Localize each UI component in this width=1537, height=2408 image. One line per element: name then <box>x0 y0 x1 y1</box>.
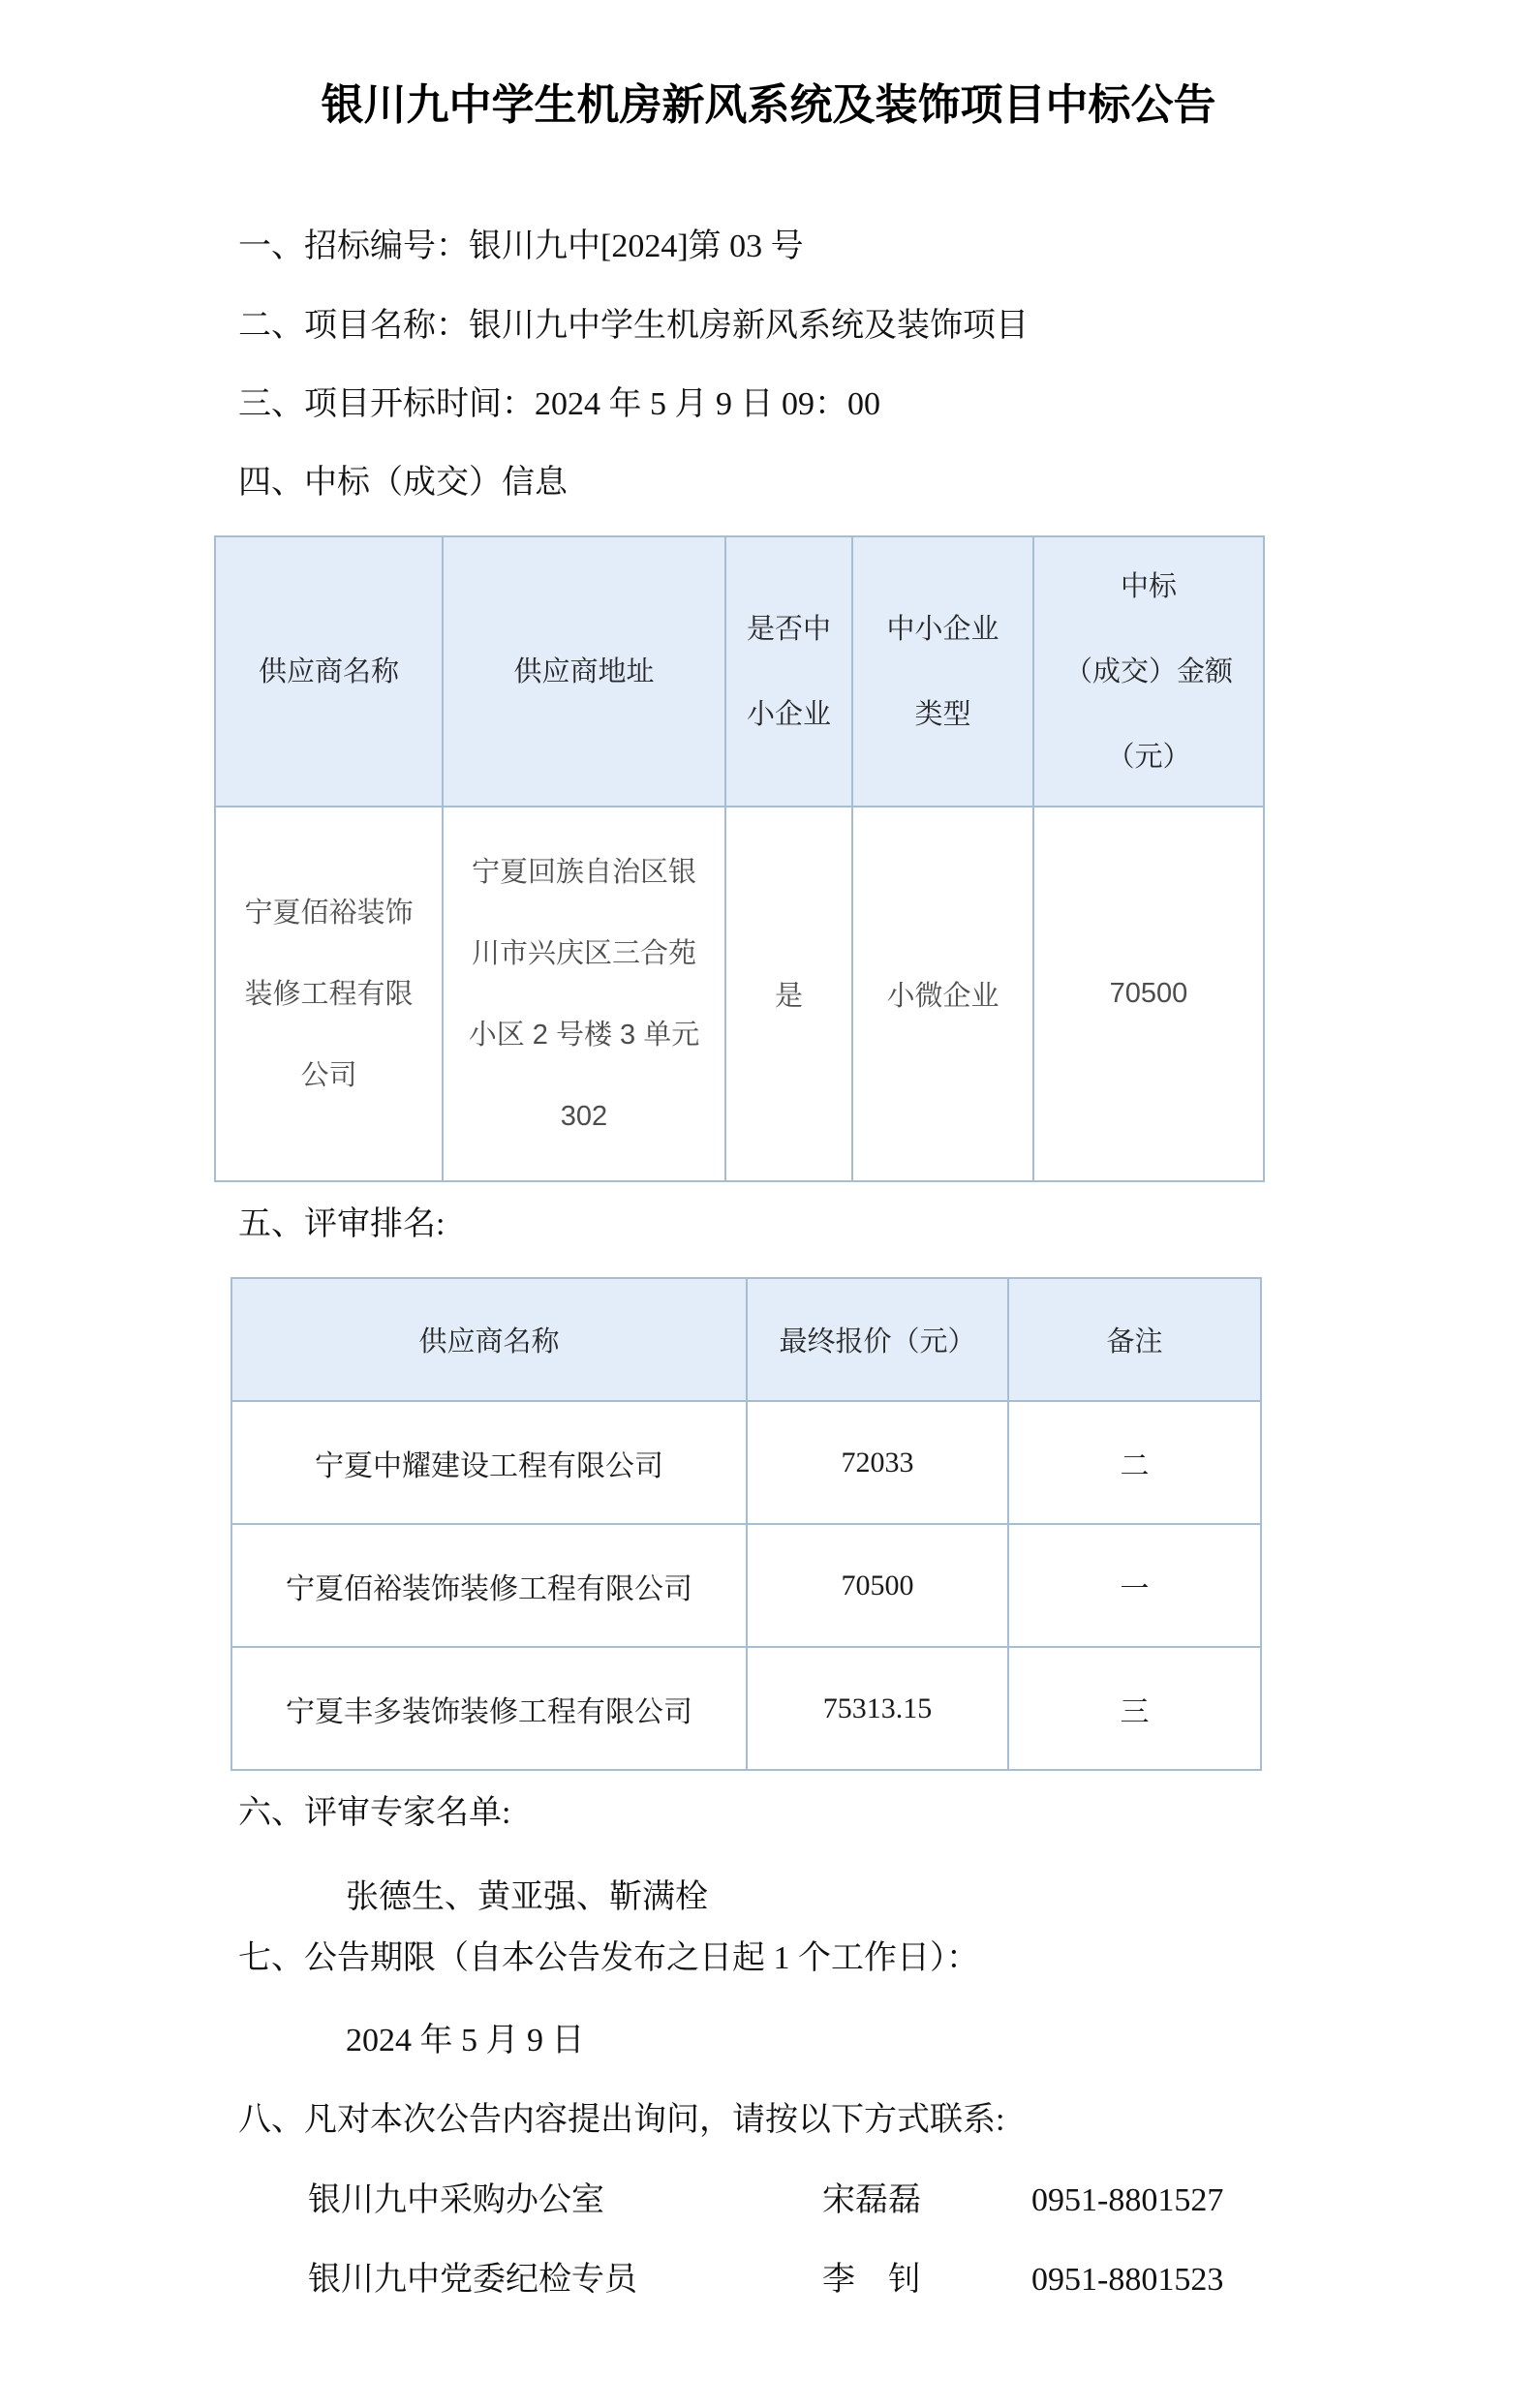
header-line: 是否中 <box>746 613 831 645</box>
ranking-cell-note: 一 <box>1008 1524 1261 1647</box>
header-line: 供应商地址 <box>513 655 655 687</box>
award-cell-is-sme: 是 <box>725 807 852 1181</box>
award-cell-sme-type: 小微企业 <box>852 807 1033 1181</box>
ranking-row <box>231 1524 1261 1647</box>
section-project-name: 二、项目名称：银川九中学生机房新风系统及装饰项目 <box>238 308 1029 344</box>
contact-person: 宋磊磊 <box>822 2182 921 2218</box>
header-line: 中小企业 <box>886 613 999 645</box>
award-data-row <box>215 807 1264 1181</box>
header-line: 小企业 <box>746 698 831 730</box>
award-cell-amount: 70500 <box>1033 807 1264 1181</box>
ranking-header-supplier: 供应商名称 <box>231 1278 747 1401</box>
cell-line: 宁夏佰裕装饰 <box>244 897 414 929</box>
award-cell-supplier-name <box>215 807 443 1181</box>
cell-line: 小区 2 号楼 3 单元 <box>468 1019 700 1051</box>
contact-row <box>0 2179 1537 2222</box>
section-tender-number: 一、招标编号：银川九中[2024]第 03 号 <box>238 229 804 264</box>
section-award-info-heading: 四、中标（成交）信息 <box>238 465 568 501</box>
ranking-cell-supplier: 宁夏佰裕装饰装修工程有限公司 <box>231 1524 747 1647</box>
ranking-header-row <box>231 1278 1261 1401</box>
ranking-cell-supplier: 宁夏中耀建设工程有限公司 <box>231 1401 747 1524</box>
header-line: 类型 <box>914 698 971 730</box>
contact-person: 李 钊 <box>822 2262 921 2298</box>
ranking-cell-note: 二 <box>1008 1401 1261 1524</box>
experts-names: 张德生、黄亚强、靳满栓 <box>346 1879 708 1915</box>
award-header-sme-type <box>852 536 1033 807</box>
header-line: （元） <box>1106 741 1191 773</box>
section-bid-opening-time: 三、项目开标时间：2024 年 5 月 9 日 09：00 <box>238 386 880 422</box>
header-line: （成交）金额 <box>1063 655 1233 687</box>
cell-line: 宁夏回族自治区银 <box>471 856 696 888</box>
ranking-cell-supplier: 宁夏丰多装饰装修工程有限公司 <box>231 1647 747 1770</box>
ranking-cell-note: 三 <box>1008 1647 1261 1770</box>
section-experts-heading: 六、评审专家名单: <box>238 1795 511 1831</box>
announcement-date: 2024 年 5 月 9 日 <box>346 2023 585 2058</box>
cell-line: 302 <box>560 1100 608 1132</box>
section-contact-heading: 八、凡对本次公告内容提出询问，请按以下方式联系: <box>238 2102 1005 2138</box>
page-title: 银川九中学生机房新风系统及装饰项目中标公告 <box>321 81 1216 129</box>
contact-dept: 银川九中党委纪检专员 <box>308 2262 637 2298</box>
award-header-row <box>215 536 1264 807</box>
section-announcement-period-heading: 七、公告期限（自本公告发布之日起 1 个工作日）： <box>238 1940 979 1976</box>
ranking-header-price: 最终报价（元） <box>747 1278 1008 1401</box>
ranking-row <box>231 1401 1261 1524</box>
section-ranking-heading: 五、评审排名: <box>238 1206 446 1242</box>
award-header-is-sme <box>725 536 852 807</box>
award-cell-supplier-address <box>443 807 725 1181</box>
ranking-cell-price: 75313.15 <box>747 1647 1008 1770</box>
ranking-row <box>231 1647 1261 1770</box>
award-header-supplier-name <box>215 536 443 807</box>
ranking-cell-price: 70500 <box>747 1524 1008 1647</box>
cell-line: 公司 <box>300 1059 357 1091</box>
contact-phone: 0951-8801527 <box>1031 2182 1224 2218</box>
ranking-table <box>231 1277 1262 1771</box>
contact-row <box>0 2259 1537 2301</box>
award-header-amount <box>1033 536 1264 807</box>
cell-line: 装修工程有限 <box>244 978 414 1010</box>
contact-dept: 银川九中采购办公室 <box>308 2182 604 2218</box>
header-line: 供应商名称 <box>258 655 399 687</box>
ranking-header-note: 备注 <box>1008 1278 1261 1401</box>
header-line: 中标 <box>1120 570 1177 602</box>
ranking-cell-price: 72033 <box>747 1401 1008 1524</box>
award-header-supplier-address <box>443 536 725 807</box>
contact-phone: 0951-8801523 <box>1031 2262 1224 2298</box>
cell-line: 川市兴庆区三合苑 <box>471 937 696 969</box>
award-info-table <box>214 535 1265 1182</box>
